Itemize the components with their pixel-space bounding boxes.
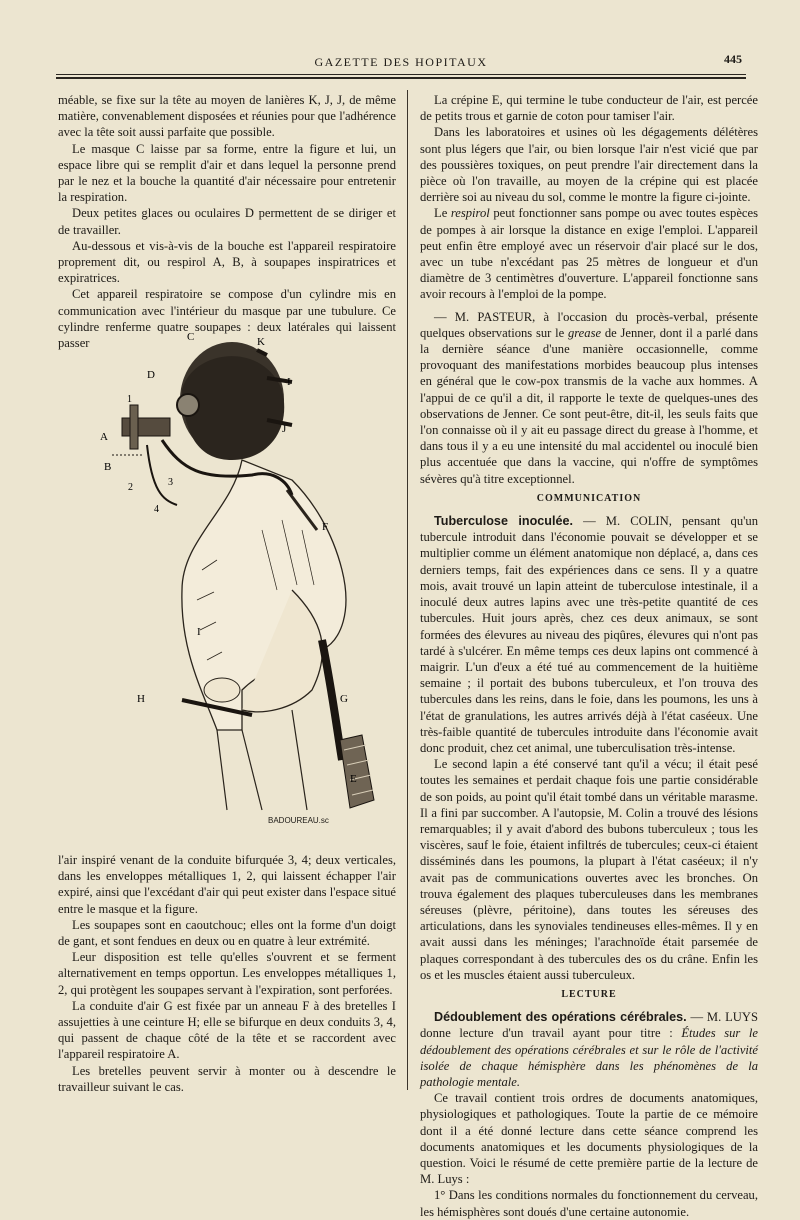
right-column <box>420 92 758 1220</box>
figure-label-k: K <box>257 336 265 348</box>
header-rule-double <box>56 77 746 79</box>
paragraph: méable, se fixe sur la tête au moyen de lanières K, J, J, de même matière, convenablement disposées et réunies pour que l'adhérence avec la tête soit aussi parfaite que possible. <box>58 93 396 140</box>
figure-label-i-top: I <box>287 376 291 388</box>
paragraph-tuberculose <box>420 513 758 756</box>
paragraph: Deux petites glaces ou oculaires D permettent de se diriger et de travailler. <box>58 206 396 237</box>
left-column-lower <box>58 852 396 1095</box>
paragraph: Au-dessous et vis-à-vis de la bouche est l'appareil respiratoire proprement dit, ou respirol A, B, à soupapes inspiratrices et expiratrices. <box>58 238 396 286</box>
figure-label-2: 2 <box>128 482 133 493</box>
paragraph: Dans les laboratoires et usines où les dégagements délétères sont plus légers que l'air, ou bien lorsque l'air n'est vicié que par des poussières toxiques, on peut prendre l'air directement dans la pièce où l'on travaille, au moyen de la crépine qui est placée derrière soi au niveau du sol, comme le montre la figure ci-jointe. <box>420 125 758 205</box>
paragraph: l'air inspiré venant de la conduite bifurquée 3, 4; deux verticales, dans les enveloppes métalliques 1, 2, qui laissent échapper l'air expiré, ainsi que l'excédant d'air qui peut exister dans l'espace situé entre le masque et la figure. <box>58 853 396 916</box>
text-run: à l'occasion du procès-verbal, présente quelques observations sur le <box>420 309 758 340</box>
paragraph-pasteur <box>420 309 758 487</box>
speaker-name: — M. PASTEUR, <box>434 309 536 324</box>
figure-label-c: C <box>187 331 195 343</box>
text-run: pensant qu'un tubercule introduit dans l'économie pouvait se développer et se multiplier comme un élément anatomique non déplacé, a, dans ces derniers temps, fait des expériences dans ce sens. Il y a quatre mois, avait trouvé un lapin atteint de tuberculose intestinale, il a inoculé deux autres lapins avec une très-petite quantité de ces tubercules. Huit jours après, chez ces deux animaux, se sont formées des élevures au niveau des piqûres, élevures qui n'ont pas tardé à s'ulcérer. En même temps ces deux lapins ont commencé à maigrir. L'un d'eux a été tué au commencement de la huitième semaine ; il portait des bubons tuberculeux, et l'on trouva des tubercules dans les reins, dans le foie, dans les poumons, les uns à l'état de granulations, les autres arrivés déjà à l'état caséeux. Une très-faible quantité de tubercules introduite dans l'économie avait donc produit, chez cet animal, une tuberculisation très-intense. <box>420 514 758 755</box>
figure-label-d: D <box>147 369 155 381</box>
page-number: 445 <box>724 52 742 66</box>
paragraph: Les bretelles peuvent servir à monter ou à descendre le travailleur suivant le cas. <box>58 1063 396 1094</box>
paragraph: Le second lapin a été conservé tant qu'il a vécu; il était pesé toutes les semaines et perdait chaque fois une partie considérable de son poids, au point qu'il était tombé dans un véritable marasme. Il a fini par succomber. A l'autopsie, M. Colin a trouvé des lésions remarquables; il y avait d'abord des bubons tuberculeux ; tous les viscères, sauf le foie, étaient infiltrés de tubercules; ceux-ci étaient disséminés dans les poumons, la plupart à l'état caséeux; il n'y avait pas de communications ouvertes avec les bronches. On trouva également des plaques tuberculeuses dans les membranes séreuses (plèvre, péritoine), dans toutes les séreuses des articulations, dans les synoviales tendineuses elles-mêmes. Il y en avait aussi dans les méninges; l'arachnoïde était parsemée de plaques correspondant à des tubercules des os du crâne. Enfin les os et les muscles étaient aussi tuberculeux. <box>420 757 758 982</box>
figure-label-3: 3 <box>168 477 173 488</box>
paragraph: Ce travail contient trois ordres de documents anatomiques, physiologiques et pathologiques. Toute la partie de ce mémoire dont il a été donné lecture dans cette séance comprend les documents anatomiques et les documents physiologiques de la question. Voici le résumé de cette première partie de la lecture de M. Luys : <box>420 1091 758 1187</box>
figure-label-b: B <box>104 461 112 473</box>
text-run: donne lecture d'un travail ayant pour titre : <box>420 1026 682 1041</box>
page-header <box>56 52 746 70</box>
figure-label-e: E <box>350 773 357 785</box>
text-run: Le <box>434 206 451 221</box>
text-run: peut fonctionner sans pompe ou avec toutes espèces de pompes à air lorsque la distance en exige l'emploi. L'appareil peut enfin être employé avec un réservoir d'air placé sur le dos, avec un tube n'excédant pas 25 mètres de longueur et d'un diamètre de 3 centimètres d'ouverture. L'appareil fonctionne sans avoir recours à l'emploi de la pompe. <box>420 206 758 302</box>
figure-label-j: J <box>282 423 287 435</box>
paragraph <box>420 205 758 302</box>
paragraph: Les soupapes sont en caoutchouc; elles ont la forme d'un doigt de gant, et sont fendues en deux ou en quatre à leur extrémité. <box>58 917 396 949</box>
speaker-name: — M. LUYS <box>686 1010 758 1025</box>
article-title: Dédoublement des opérations cérébrales. <box>434 1010 687 1025</box>
paragraph: La conduite d'air G est fixée par un anneau F à des bretelles I assujetties à une ceinture H; elle se bifurque en deux conduits 3, 4, qui passent de chaque côté de la tête et se raccordent avec l'appareil respiratoire A. <box>58 998 396 1062</box>
paragraph: Le masque C laisse par sa forme, entre la figure et lui, un espace libre qui se remplit d'air et dans lequel la personne prend par le nez et la bouche la quantité d'air nécessaire pour entretenir la respiration. <box>58 141 396 205</box>
emphasis: respirol <box>450 206 490 221</box>
paragraph: 1° Dans les conditions normales du fonctionnement du cerveau, les hémisphères sont doués d'une certaine autonomie. <box>420 1188 758 1219</box>
text-run: de Jenner, dont il a parlé dans la dernière séance d'une manière occasionnelle, comme provoquant des manifestations morbides beaucoup plus intenses en général que le cow-pox transmis de la vache aux hommes. A l'appui de ce qu'il a dit, il rapporte le texte de quelques-unes des observations de Jenner. Ce sont peut-être, dit-il, les seuls faits que l'on connaisse où il y ait eu passage direct du grease à l'homme, et dans tous il y a eu une intensité du mal accidentel ou inoculé bien plus accentuée que dans la vaccine, qui n'offre de symptômes sévères qu'à titre exceptionnel. <box>420 325 759 486</box>
left-column <box>58 92 396 351</box>
figure-label-4: 4 <box>154 504 159 515</box>
figure-label-i-mid: I <box>197 626 201 638</box>
respirator-engraving <box>92 330 392 830</box>
column-divider <box>407 90 408 1090</box>
article-title: Tuberculose inoculée. <box>434 514 573 529</box>
figure-label-1: 1 <box>127 394 132 405</box>
figure-label-g: G <box>340 693 348 705</box>
work-title: Études sur le dédoublement des opérations cérébrales et sur le rôle de l'activité isolée de chaque hémisphère dans les phénomènes de la pathologie mentale. <box>420 1026 758 1089</box>
engraver-signature: BADOUREAU.sc <box>268 816 329 825</box>
figure-label-a: A <box>100 431 108 443</box>
header-rule-thick <box>56 74 746 75</box>
paragraph: Cet appareil respiratoire se compose d'un cylindre mis en communication avec l'intérieur du masque par une tubulure. Ce cylindre renferme quatre soupapes : deux latérales qui laissent passer <box>58 287 396 351</box>
figure-label-h: H <box>137 693 145 705</box>
paragraph: La crépine E, qui termine le tube conducteur de l'air, est percée de petits trous et garnie de coton pour tamiser l'air. <box>420 93 758 124</box>
paragraph: Leur disposition est telle qu'elles s'ouvrent et se ferment alternativement en temps opportun. Les enveloppes métalliques 1, 2, qui protègent les soupapes servant à l'expiration, sont perforées. <box>58 950 396 997</box>
engraving-illustration <box>92 330 392 830</box>
speaker-name: — M. COLIN, <box>572 514 672 529</box>
emphasis: grease <box>567 325 602 340</box>
figure-label-f: F <box>322 521 329 533</box>
section-heading-communication: COMMUNICATION <box>536 492 642 504</box>
journal-title: GAZETTE DES HOPITAUX <box>314 55 488 69</box>
paragraph-dedoublement <box>420 1009 758 1090</box>
section-heading-lecture: LECTURE <box>561 988 617 1000</box>
